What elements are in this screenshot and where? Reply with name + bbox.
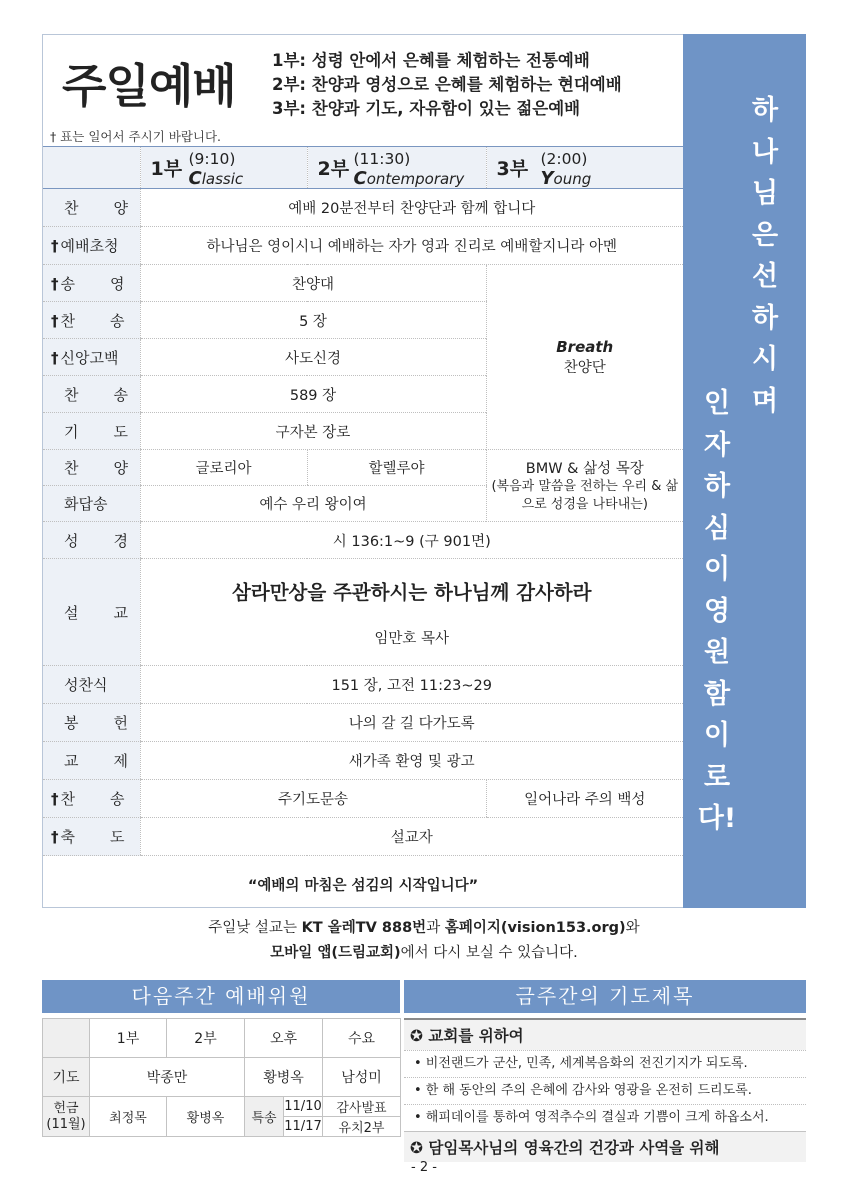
order-row-chanson-3: † 찬 송 주기도문송 일어나라 주의 백성	[43, 780, 683, 818]
order-row-communion: 성찬식 151 장, 고전 11:23~29	[43, 666, 683, 704]
breath-cell: Breath 찬양단	[486, 265, 683, 450]
broadcast-info: 주일낮 설교는 KT 올레TV 888번과 홈페이지(vision153.org)와 모바일 앱(드림교회)에서 다시 보실 수 있습니다.	[208, 920, 640, 961]
order-row-prayer: 기 도 구자본 장로	[43, 413, 683, 450]
order-row-chanson-2: 찬 송 589 장	[43, 376, 683, 413]
service-desc-2: 2부: 찬양과 영성으로 은혜를 체험하는 현대예배	[272, 75, 622, 94]
order-row-chanyang: 찬 양 예배 20분전부터 찬양단과 함께 합니다	[43, 189, 683, 227]
order-row-fellowship: 교 제 새가족 환영 및 광고	[43, 742, 683, 780]
order-row-scripture: 성 경 시 136:1~9 (구 901면)	[43, 522, 683, 559]
prayer-item: • 해피데이를 통하여 영적추수의 결실과 기쁨이 크게 하옵소서.	[404, 1104, 806, 1131]
duty-offering-row: 헌금 (11월) 최정목 황병옥 특송 11/10 감사발표	[43, 1097, 401, 1117]
standing-note: † 표는 일어서 주시기 바랍니다.	[50, 129, 222, 144]
duty-prayer-row: 기도 박종만 황병옥 남성미	[43, 1058, 401, 1097]
service-desc-1: 1부: 성령 안에서 은혜를 체험하는 전통예배	[272, 51, 590, 70]
next-week-table	[42, 1018, 401, 1137]
col-header-2: 2부 (11:30) Contemporary	[307, 147, 486, 189]
order-row-benediction: † 축 도 설교자	[43, 818, 683, 856]
bmw-cell: BMW & 삶성 목장 (복음과 말씀을 전하는 우리 & 삶으로 성경을 나타내는)	[486, 450, 683, 522]
worship-order-table	[43, 146, 683, 914]
page-number: - 2 -	[411, 1160, 437, 1175]
banner-text-left: 인자하심이 영원함이로다!	[697, 388, 737, 834]
service-header-row	[43, 147, 683, 189]
order-row-offering: 봉 헌 나의 갈 길 다가도록	[43, 704, 683, 742]
duty-special-row: 11/17 유치2부	[43, 1117, 401, 1137]
page-title: 주일예배	[62, 59, 236, 113]
prayer-item: • 비전랜드가 군산, 민족, 세계복음화의 전진기지가 되도록.	[404, 1050, 806, 1077]
col-header-3: 3부 (2:00) Young	[486, 147, 683, 189]
order-row-sermon: 설 교 삼라만상을 주관하시는 하나님께 감사하라 임만호 목사	[43, 559, 683, 666]
order-row-chanson-1: † 찬 송 5 장	[43, 302, 683, 339]
next-week-heading: 다음주간 예배위원	[42, 980, 400, 1013]
banner-text-right: 하나님은 선하시며	[751, 95, 779, 417]
order-row-songyoung: † 송 영 찬양대 Breath 찬양단	[43, 265, 683, 302]
preacher: 임만호 목사	[374, 630, 450, 647]
prayer-topics-heading: 금주간의 기도제목	[404, 980, 806, 1013]
order-row-response: 화답송 예수 우리 왕이여	[43, 486, 683, 522]
sermon-title: 삼라만상을 주관하시는 하나님께 감사하라	[232, 580, 592, 604]
col-header-1: 1부 (9:10) Classic	[140, 147, 307, 189]
prayer-heading-church: ✪ 교회를 위하여	[404, 1020, 806, 1050]
closing-row: “예배의 마침은 섬김의 시작입니다”	[247, 878, 479, 895]
order-row-creed: † 신앙고백 사도신경	[43, 339, 683, 376]
scripture-banner	[683, 34, 806, 908]
prayer-topics	[404, 1018, 806, 1157]
prayer-item: • 한 해 동안의 주의 은혜에 감사와 영광을 온전히 드리도록.	[404, 1077, 806, 1104]
prayer-heading-pastor: ✪ 담임목사님의 영육간의 건강과 사역을 위해	[404, 1131, 806, 1162]
order-row-chanyang-2: 찬 양 글로리아 할렐루야 BMW & 삶성 목장 (복음과 말씀을 전하는 우리 & 삶으로 성경을 나타내는)	[43, 450, 683, 486]
duty-header-row: 1부 2부 오후 수요	[43, 1019, 401, 1058]
service-desc-3: 3부: 찬양과 기도, 자유함이 있는 젊은예배	[272, 99, 581, 118]
order-row-invite: † 예배초청 하나님은 영이시니 예배하는 자가 영과 진리로 예배할지니라 아멘	[43, 227, 683, 265]
